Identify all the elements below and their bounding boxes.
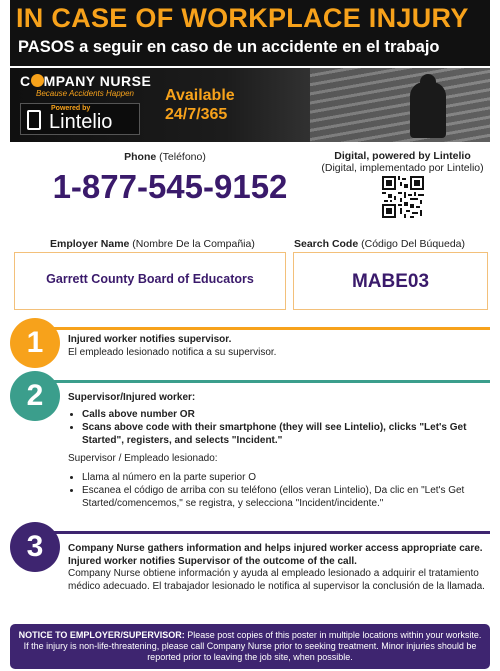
step-2-bullet: • Scans above code with their smartphone (they will see Lintelio), clicks "Let's Get Started", registers, and selects "Incident.": [82, 422, 488, 447]
company-nurse-wordmark: C MPANY NURSE: [20, 73, 152, 89]
qr-code-icon[interactable]: [382, 176, 424, 218]
search-code-label: Search Code (Código Del Búqueda): [294, 238, 466, 250]
employer-label: Employer Name (Nombre De la Compañia): [50, 238, 255, 250]
notice-banner: [10, 624, 490, 669]
company-nurse-logo: [20, 73, 151, 98]
company-nurse-tagline: Because Accidents Happen: [36, 89, 134, 98]
lintelio-powered-by: Powered by: [51, 105, 91, 112]
step-3-divider: [40, 531, 490, 534]
availability: [165, 86, 235, 124]
step-2-bullet-es: • Llama al número en la parte superior O: [82, 472, 488, 485]
step-1-number: 1: [10, 318, 60, 368]
poster-subtitle: PASOS a seguir en caso de un accidente en el trabajo: [18, 38, 440, 56]
step-2-bullets: [82, 409, 488, 448]
employer-name-value: Garrett County Board of Educators: [46, 272, 254, 286]
step-2-divider: [40, 380, 490, 383]
employer-name-box: [14, 252, 286, 310]
step-1-divider: [40, 327, 490, 330]
notice-label: NOTICE TO EMPLOYER/SUPERVISOR:: [18, 630, 185, 640]
poster-title: IN CASE OF WORKPLACE INJURY: [16, 3, 469, 33]
step-3-text: [68, 543, 488, 593]
phone-label: Phone (Teléfono): [124, 151, 206, 163]
notice-text: Please post copies of this poster in multiple locations within your worksite. If the injury is non-life-threatening, please call Company Nurse prior to seeking treatment. Minor injuries should be reported prior to leaving the job site, when possible.: [23, 630, 482, 662]
step-3-text-es: Company Nurse obtiene información y ayuda al empleado lesionado a adquirir el tratamiento médico adecuado. El trabajador lesionado le notifica al supervisor la conclusión de la llamada.: [68, 568, 485, 592]
step-2-bullet: • Calls above number OR: [82, 409, 488, 422]
brand-strip: [10, 68, 490, 142]
step-3-title: Company Nurse gathers information and helps injured worker access appropriate care. Injured worker notifies Supervisor of the outcome of the call.: [68, 543, 483, 567]
step-2-bullet-es: • Escanea el código de arriba con su teléfono (ellos veran Lintelio), Da clic en "Let's Get Started/comencemos," se registra, y selecciona "Incident/incidente.": [82, 485, 488, 510]
stairs-photo: [310, 68, 490, 142]
step-2-number: 2: [10, 371, 60, 421]
step-2-text: [68, 392, 488, 511]
step-2-bullets-es: [82, 472, 488, 511]
door-icon: [27, 110, 41, 130]
step-1-text-es: El empleado lesionado notifica a su supervisor.: [68, 346, 277, 358]
step-1-title: Injured worker notifies supervisor.: [68, 334, 232, 345]
phone-number[interactable]: 1-877-545-9152: [52, 168, 288, 205]
lintelio-wordmark: Lintelio: [49, 111, 113, 133]
injury-poster: [10, 0, 490, 671]
search-code-value: MABE03: [351, 271, 430, 292]
nurse-circle-icon: [31, 74, 44, 87]
lintelio-logo: [20, 103, 140, 135]
step-2-title: Supervisor/Injured worker:: [68, 392, 196, 403]
step-2-subtitle-es: Supervisor / Empleado lesionado:: [68, 453, 218, 464]
digital-label: Digital, powered by Lintelio (Digital, implementado por Lintelio): [321, 150, 484, 174]
availability-line1: Available: [165, 87, 235, 104]
availability-line2: 24/7/365: [165, 106, 228, 123]
person-photo: [410, 82, 446, 138]
search-code-box: [293, 252, 488, 310]
header-banner: [10, 0, 490, 66]
step-3-number: 3: [10, 522, 60, 572]
step-1-text: [68, 334, 488, 359]
